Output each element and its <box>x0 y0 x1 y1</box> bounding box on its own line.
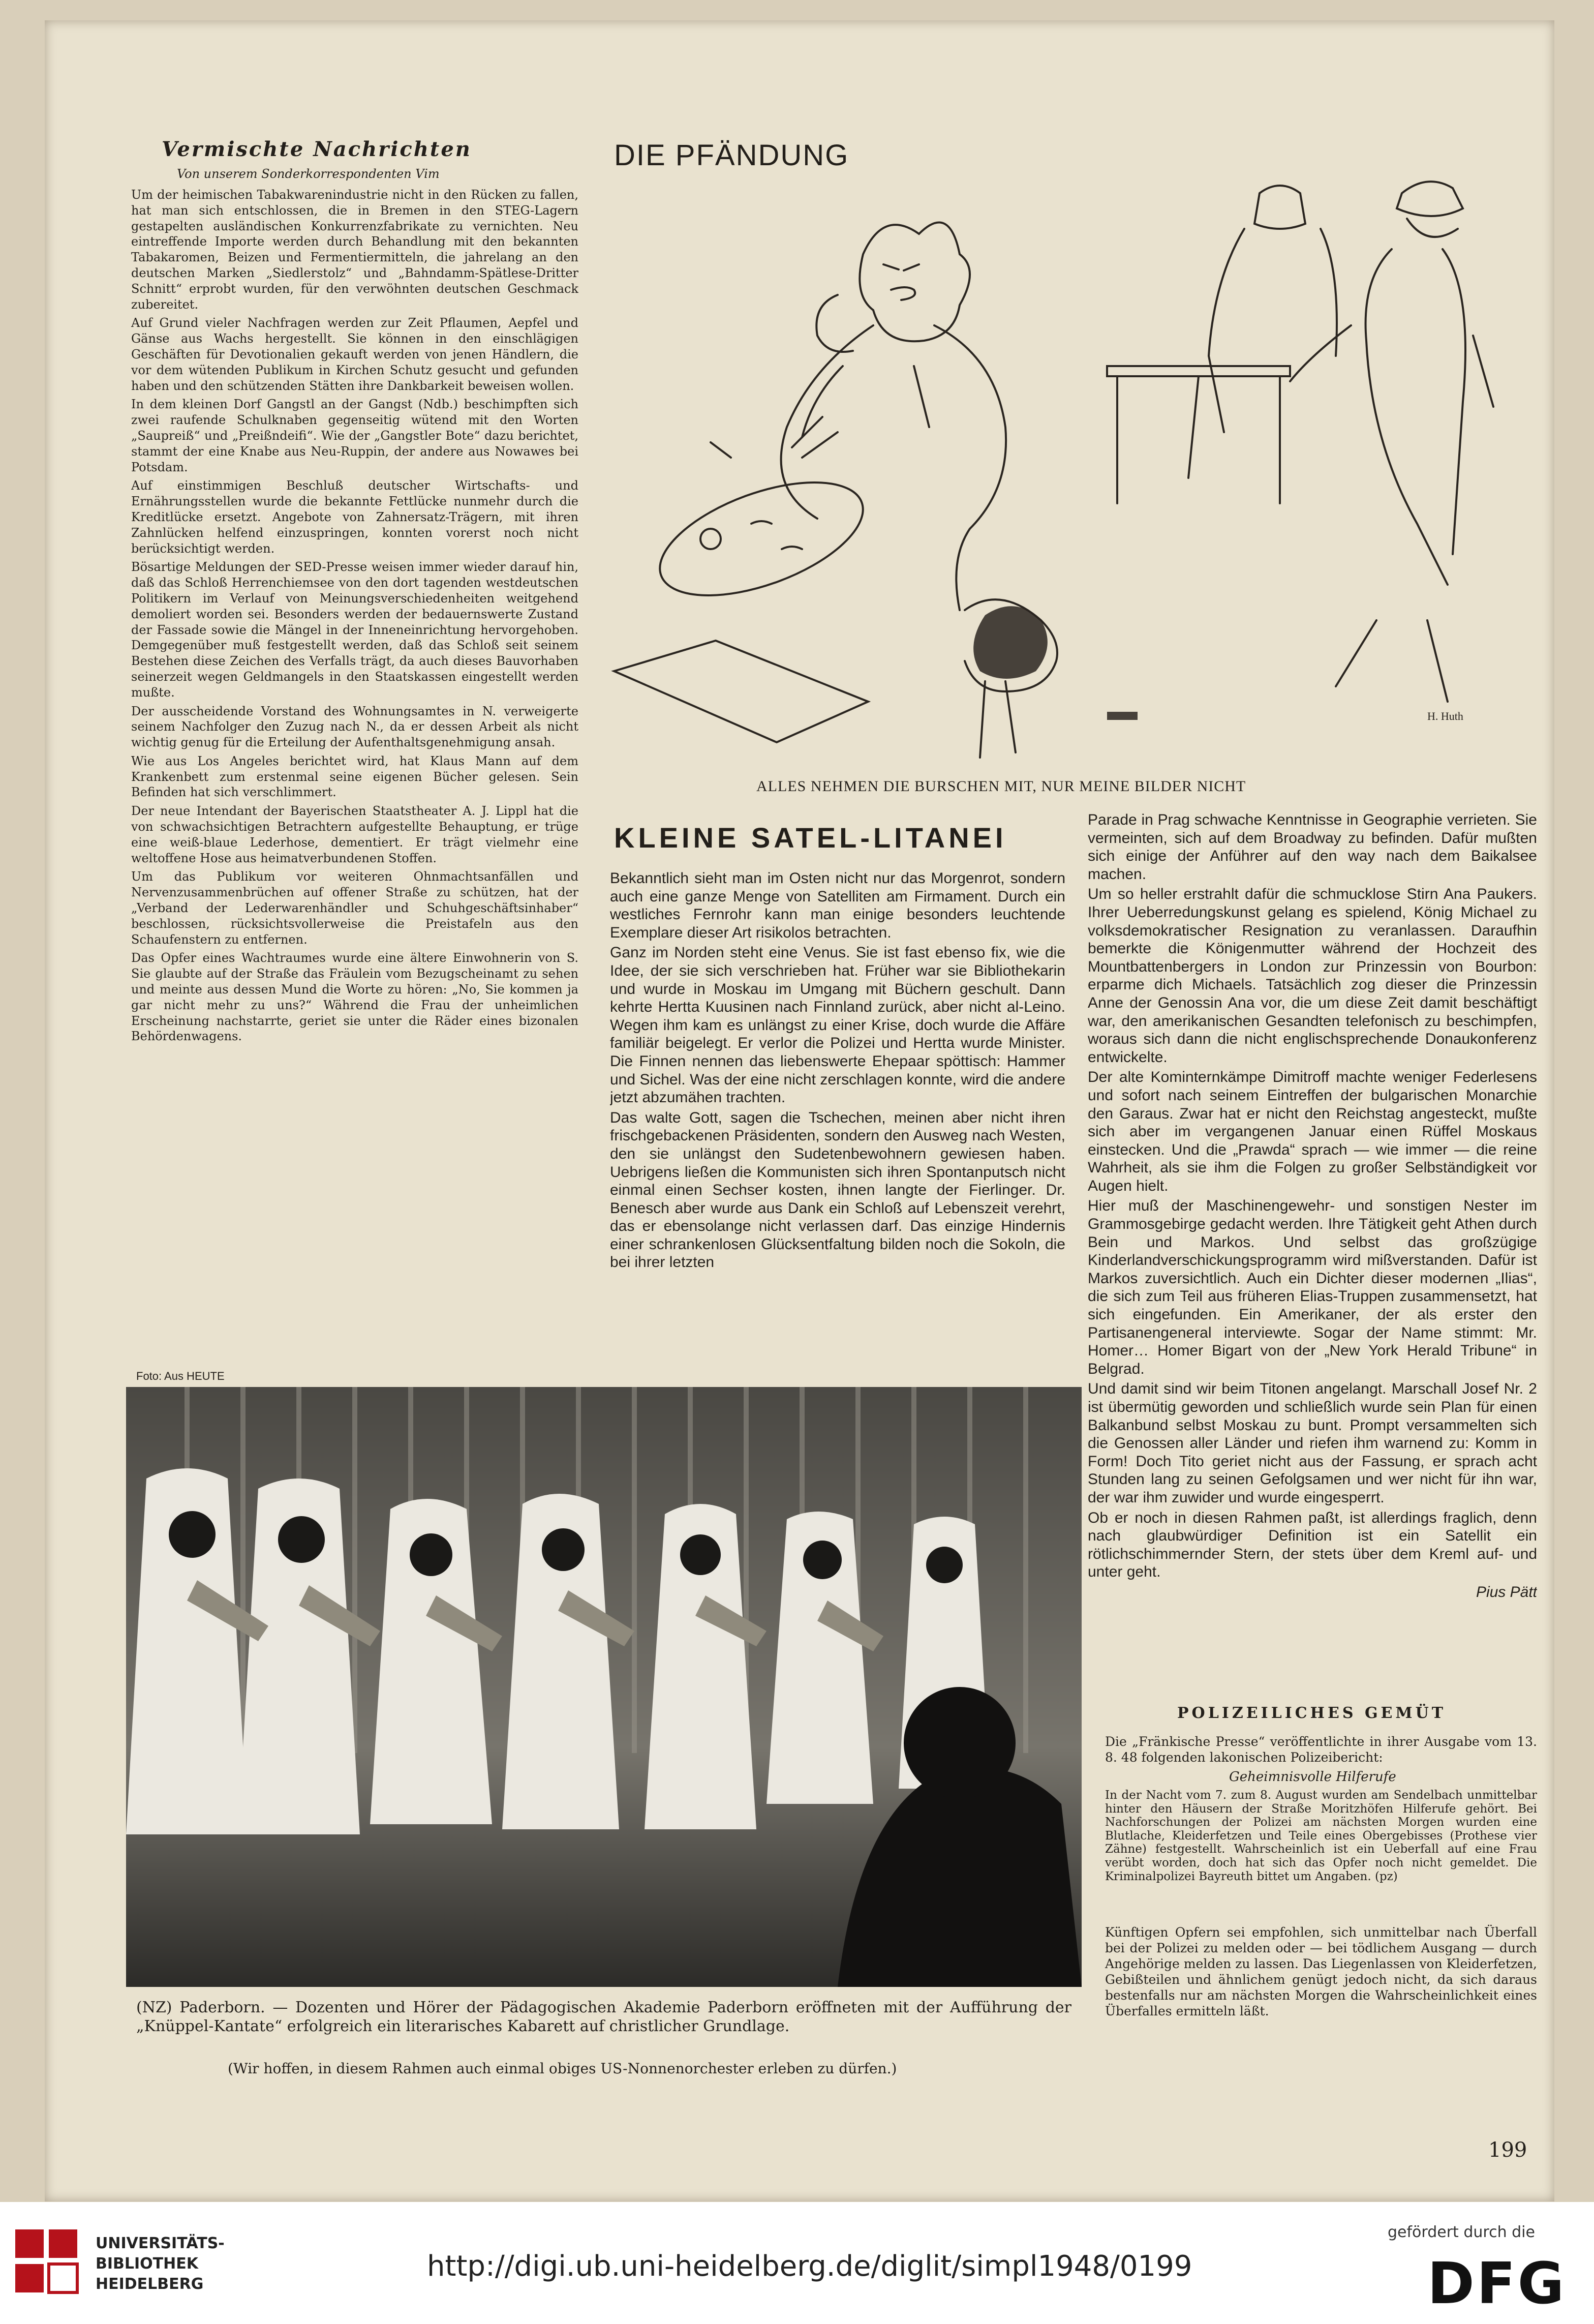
news-paragraph: Der neue Intendant der Bayerischen Staatstheater A. J. Lippl hat die von schwachsichtigen Betrachtern aufgestellte Behauptung, er trüge eine weiß-blaue Lederhose, dementiert. Er trägt vielmehr eine weltoffene Hose aus heimatverbundenen Stoffen. <box>131 804 578 865</box>
library-name-line: UNIVERSITÄTS- <box>96 2235 225 2252</box>
report-title: Geheimnisvolle Hilferufe <box>1229 1769 1396 1785</box>
news-paragraph: In dem kleinen Dorf Gangstl an der Gangst (Ndb.) beschimpften sich zwei raufende Schulknaben gegenseitig wütend mit den Worten „Saupreiß“ und „Preißndeifi“. Wie der „Gangstler Bote“ dazu berichtet, stammt der eine Knabe aus Neu-Ruppin, der andere aus Nowawes bei Potsdam. <box>131 397 578 474</box>
litanei-column-right <box>1088 811 1537 1675</box>
news-paragraph: Um das Publikum vor weiteren Ohnmachtsanfällen und Nervenzusammenbrüchen auf offener Straße zu schützen, hat der „Verband der Lederwarenhändler und Schuhgeschäftsinhaber“ beschlossen, rücksichtsvollerweise die Preistafeln aus den Schaufenstern zu entfernen. <box>131 869 578 947</box>
news-paragraph: Auf Grund vieler Nachfragen werden zur Zeit Pflaumen, Aepfel und Gänse aus Wachs hergestellt. Sie können in den einschlägigen Geschäften für Devotionalien gekauft werden von jenen Händlern, die vor dem wütenden Publikum in Kirchen Schutz gesucht und gefunden haben und den schützenden Stätten ihre Dankbarkeit beweisen wollen. <box>131 316 578 393</box>
news-paragraph: Bösartige Meldungen der SED-Presse weisen immer wieder darauf hin, daß das Schloß Herrenchiemsee von den dort tagenden westdeutschen Politikern im Verlauf von Meinungsverschiedenheiten weitgehend demoliert worden sei. Besonders werden der bedauernswerte Zustand der Fassade sowie die Mängel in der Inneneinrichtung hervorgehoben. Demgegenüber muß festgestellt werden, daß das Schloß seit seinem Bestehen diese Zeichen des Verfalls trägt, da auch dieses Bauvorhaben seinerzeit wegen Geldmangels in den Staatskassen eingestellt werden mußte. <box>131 560 578 700</box>
litanei-author: Pius Pätt <box>1476 1583 1537 1601</box>
news-paragraph: Der ausscheidende Vorstand des Wohnungsamtes in N. verweigerte seinem Nachfolger den Zuzug nach N., da er dessen Arbeit als nicht wichtig genug für die Erteilung der Aufenthaltsgenehmigung ansah. <box>131 704 578 750</box>
page-number: 199 <box>1488 2138 1527 2162</box>
library-name-line: HEIDELBERG <box>96 2275 204 2293</box>
cartoon-title: DIE PFÄNDUNG <box>614 139 849 172</box>
litanei-paragraph: Hier muß der Maschinengewehr- und sonstigen Nester im Grammosgebirge gedacht werden. Ihre Tätigkeit geht Athen durch Bein und Markos. Und selbst das großzügige Kinderlandverschickungsprogramm wird mißverstanden. Dafür ist Markos zuversichtlich. Auch ein Dichter dieser modernen „Ilias“, die sich zum Teil aus früheren Elias-Truppen zusammensetzt, hat sich eingefunden. Ein Amerikaner, der als erster den Partisanengeneral interviewte. Sogar der Name stimmt: Mr. Homer… Homer Bigart von der „New York Herald Tribune“ in Belgrad. <box>1088 1197 1537 1377</box>
news-column <box>131 187 578 1364</box>
funded-by-label: gefördert durch die <box>1388 2223 1535 2241</box>
dfg-logo: DFG <box>1427 2251 1567 2317</box>
police-intro: Die „Fränkische Presse“ veröffentlichte in ihrer Ausgabe vom 13. 8. 48 folgenden lakonischen Polizeibericht: <box>1105 1734 1537 1765</box>
litanei-paragraph: Bekanntlich sieht man im Osten nicht nur das Morgenrot, sondern auch eine ganze Menge von Satelliten am Firmament. Durch ein westliches Fernrohr kann man einige besonders leuchtende Exemplare dieser Art risikolos betrachten. <box>610 870 1065 941</box>
police-outro: Künftigen Opfern sei empfohlen, sich unmittelbar nach Überfall bei der Polizei zu melden oder — bei tödlichem Ausgang — durch Angehörige melden zu lassen. Das Liegenlassen von Kleiderfetzen, Gebißteilen und ähnlichem genügt jedoch nicht, da sich daraus bestenfalls nur am nächsten Morgen die Wahrscheinlichkeit eines Überfalles ermitteln läßt. <box>1105 1925 1537 2018</box>
litanei-paragraph: Und damit sind wir beim Titonen angelangt. Marschall Josef Nr. 2 ist übermütig geworden und schließlich wurde sein Plan für einen Balkanbund selbst Moskau zu bunt. Prompt versammelten sich die Genossen aller Länder und riefen ihm warnend zu: Komm in Form! Doch Tito geriet nicht aus der Fassung, er sprach acht Stunden lang zu seinen Gefolgsamen und wer nicht für ihn war, der war ihm zuwider und wurde eingesperrt. <box>1088 1380 1537 1506</box>
cartoon-caption: ALLES NEHMEN DIE BURSCHEN MIT, NUR MEINE BILDER NICHT <box>756 778 1246 795</box>
news-paragraph: Wie aus Los Angeles berichtet wird, hat Klaus Mann auf dem Krankenbett zum erstenmal seine eigenen Bücher gelesen. Sein Befinden hat sich verschlimmert. <box>131 753 578 800</box>
news-paragraph: Das Opfer eines Wachtraumes wurde eine ältere Einwohnerin von S. Sie glaubte auf der Straße das Fräulein vom Bezugscheinamt zu sehen und meinte aus dessen Mund die Worte zu hören: „No, Sie kommen ja gar nicht mehr zu uns?“ Während die Frau der unheimlichen Erscheinung nachstarrte, geriet sie unter die Räder eines bizonalen Behördenwagens. <box>131 951 578 1044</box>
photo-illustration <box>126 1387 1082 1987</box>
litanei-paragraph: Um so heller erstrahlt dafür die schmucklose Stirn Ana Paukers. Ihrer Ueberredungskunst gelang es spielend, König Michael zu volksdemokratischer Resignation zu veranlassen. Daraufhin bemerkte die Königenmutter während der Hochzeit des Mountbattenbergers in London zur Prinzessin von Bourbon: erparme dich Michaels. Tatsächlich zog dieser die Prinzessin Anne der Genossin Ana vor, die um diese Zeit damit beschäftigt war, den amerikanischen Gesandten telefonisch zu beschimpfen, woraus sich dann die nicht englischsprechende Donaukonferenz entwickelte. <box>1088 886 1537 1066</box>
photo-credit: Foto: Aus HEUTE <box>136 1370 225 1382</box>
litanei-headline: KLEINE SATEL-LITANEI <box>614 822 1007 854</box>
litanei-paragraph: Parade in Prag schwache Kenntnisse in Geographie verrieten. Sie vermeinten, sich auf dem Broadway zu befinden. Dafür mußten sich einige der Anführer auf den way nach dem Baikalsee machen. <box>1088 811 1537 883</box>
news-paragraph: Auf einstimmigen Beschluß deutscher Wirtschafts- und Ernährungsstellen wurde die bekannte Fettlücke nunmehr durch die Kreditlücke ersetzt. Angebote von Zahnersatz-Trägern, mit ihren Zahnlücken helfend einzuspringen, konnten vorerst noch nicht berücksichtigt werden. <box>131 478 578 556</box>
police-title: POLIZEILICHES GEMÜT <box>1177 1704 1447 1722</box>
cartoon-drawing <box>599 173 1524 773</box>
footer-bar <box>0 2202 1594 2324</box>
litanei-paragraph: Das walte Gott, sagen die Tschechen, meinen aber nicht ihren frischgebackenen Präsidenten, sondern den Ausweg nach Westen, den sie unlängst den Sudetenbewohnern gewiesen haben. Uebrigens ließen die Kommunisten sich ihren Spontanputsch nicht einmal einen Sechser kosten, ihnen langte der Fierlinger. Dr. Benesch aber wurde aus Dank ein Schloß auf Lebenszeit verehrt, das er ebensolange nicht verlassen darf. Das einzige Hindernis einer schrankenlosen Glücksentfaltung bilden noch die Sokoln, die bei ihrer letzten <box>610 1109 1065 1271</box>
byline: Von unserem Sonderkorrespondenten Vim <box>177 167 440 181</box>
document-url-link[interactable]: http://digi.ub.uni-heidelberg.de/diglit/simpl1948/0199 <box>427 2250 1192 2283</box>
library-name <box>96 2234 225 2295</box>
photo-caption: (NZ) Paderborn. — Dozenten und Hörer der Pädagogischen Akademie Paderborn eröffneten mit der Aufführung der „Knüppel-Kantate“ erfolgreich ein literarisches Kabarett auf christlicher Grundlage. <box>136 1999 1071 2035</box>
section-title: Vermischte Nachrichten <box>162 137 472 161</box>
litanei-column-middle <box>610 869 1065 1378</box>
police-report: In der Nacht vom 7. zum 8. August wurden am Sendelbach unmittelbar hinter den Häusern der Straße Moritzhöfen Hilferufe gehört. Bei Nachforschungen der Polizei am nächsten Morgen wurden eine Blutlache, Kleiderfetzen und Teile eines Obergebisses (Prothese vier Zähne) festgestellt. Wahrscheinlich ist ein Ueberfall auf eine Frau verübt worden, doch hat sich das Opfer noch nicht gemeldet. Die Kriminalpolizei Bayreuth bittet um Angaben. (pz) <box>1105 1789 1537 1883</box>
nun-orchestra-photo <box>126 1387 1082 1987</box>
library-name-line: BIBLIOTHEK <box>96 2255 198 2273</box>
litanei-paragraph: Ganz im Norden steht eine Venus. Sie ist fast ebenso fix, wie die Idee, der sie sich verschrieben hat. Früher war sie Bibliothekarin und wurde in Moskau im Umgang mit Büchern geschult. Dann kehrte Hertta Kuusinen nach Finnland zurück, aber nicht al-Leino. Wegen ihm kam es unlängst zu einer Krise, doch wurde die Affäre familiär beigelegt. Er verlor die Polizei und Hertta wurde Minister. Die Finnen nennen das liebenswerte Ehepaar spöttisch: Hammer und Sichel. Was der eine nicht zerschlagen konnte, wird die andere jetzt abzumähen trachten. <box>610 944 1065 1106</box>
university-library-logo-icon <box>12 2224 83 2301</box>
news-paragraph: Um der heimischen Tabakwarenindustrie nicht in den Rücken zu fallen, hat man sich entschlossen, die in Bremen in den STEG-Lagern gestapelten ausländischen Konkurrenzfabrikate zu vernichten. Neu eintreffende Importe werden durch Behandlung mit den bekannten Tabakaromen, Beizen und Fermentiermitteln, die jahrelang an den deutschen Marken „Siedlerstolz“ und „Bahndamm-Spätlese-Dritter Schnitt“ erprobt wurden, für den verwöhnten deutschen Geschmack zubereitet. <box>131 188 578 312</box>
litanei-paragraph: Der alte Kominternkämpe Dimitroff machte weniger Federlesens und sofort nach seinem Eintreffen der bulgarischen Monarchie den Garaus. Zwar hat er nicht den Reichstag angesteckt, mußte sich aber im vergangenen Januar einen Rüffel Moskaus einstecken. Und die „Prawda“ sprach — wie immer — die reine Wahrheit, als sie ihm die Folgen zu großer Selbständigkeit vor Augen hielt. <box>1088 1069 1537 1194</box>
photo-caption-comment: (Wir hoffen, in diesem Rahmen auch einmal obiges US-Nonnenorchester erleben zu dürfen.) <box>228 2060 897 2077</box>
newspaper-page <box>45 20 1554 2201</box>
litanei-paragraph: Ob er noch in diesen Rahmen paßt, ist allerdings fraglich, denn nach glaubwürdiger Definition ist ein Satellit ein rötlichschimmernder Stern, der stets über dem Kreml auf- und unter geht. <box>1088 1509 1537 1581</box>
artist-signature: H. Huth <box>1427 710 1463 722</box>
